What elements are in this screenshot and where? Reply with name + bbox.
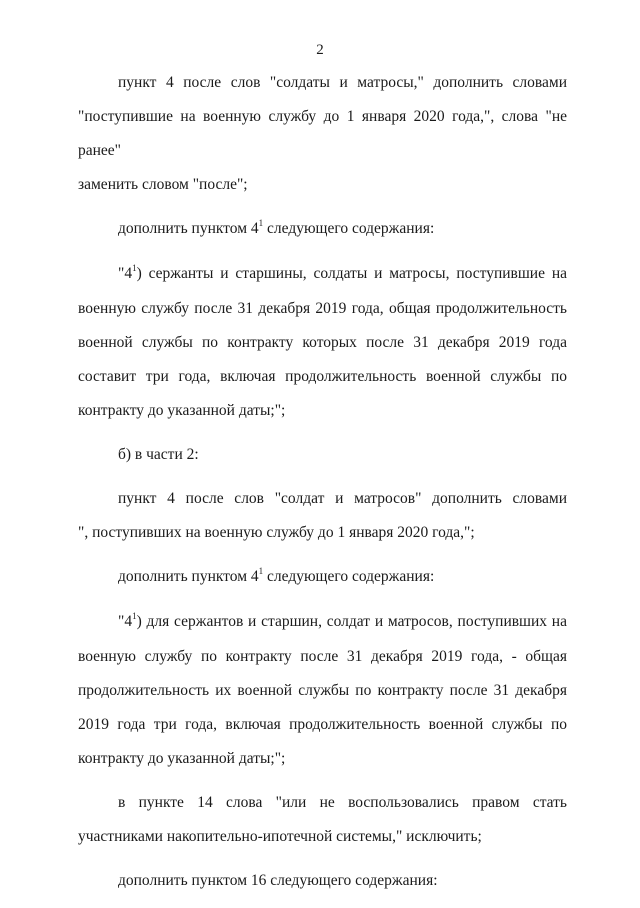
paragraph-amend-point-4-part-2 [78,482,567,550]
paragraph-add-point-16: дополнить пунктом 16 следующего содержания: [118,872,438,889]
text-line: 2019 года три года, включая продолжительность военной службы по [78,716,567,733]
text-line: заменить словом "после"; [78,176,248,193]
page-number: 2 [316,42,324,58]
text-fragment: следующего содержания: [263,220,435,237]
text-line: "поступившие на военную службу до 1 января 2020 года,", слова "не ранее" [78,108,567,159]
text-line: составит три года, включая продолжительность военной службы по [78,368,567,385]
text-line: военную службу после 31 декабря 2019 года, общая продолжительность [78,300,567,317]
text-line: продолжительность их военной службы по контракту после 31 декабря [78,682,567,699]
paragraph-point-4-1-text [78,257,567,428]
text-line [78,257,567,292]
text-fragment: "4 [118,613,133,630]
text-fragment: следующего содержания: [263,568,435,585]
text-fragment: ) сержанты и старшины, солдаты и матросы, поступившие на [136,265,567,282]
superscript: 1 [258,218,264,228]
superscript: 1 [258,566,264,576]
text-line: в пункте 14 слова "или не воспользовались правом стать [118,794,567,811]
paragraph-amend-point-4 [78,66,567,202]
text-line: пункт 4 после слов "солдаты и матросы," дополнить словами [118,74,567,91]
text-line: контракту до указанной даты;"; [78,402,286,419]
paragraph-part-2-heading: б) в части 2: [118,446,199,463]
text-line: военную службу по контракту после 31 декабря 2019 года, - общая [78,648,567,665]
text-line: пункт 4 после слов "солдат и матросов" дополнить словами [118,490,567,507]
text-line: ", поступивших на военную службу до 1 января 2020 года,"; [78,524,475,541]
document-body [78,66,567,908]
superscript: 1 [132,611,137,621]
paragraph-point-14 [78,786,567,854]
paragraph-add-point-4-1-part-2 [78,560,567,595]
text-line: контракту до указанной даты;"; [78,750,286,767]
text-fragment: ) для сержантов и старшин, солдат и матросов, поступивших на [136,613,567,630]
text-fragment: дополнить пунктом 4 [118,220,259,237]
paragraph-point-4-1-text-part-2 [78,605,567,776]
text-line: военной службы по контракту которых после 31 декабря 2019 года [78,334,567,351]
paragraph-add-point-4-1 [78,212,567,247]
text-line [78,605,567,640]
superscript: 1 [132,263,137,273]
text-fragment: дополнить пунктом 4 [118,568,259,585]
text-line: участниками накопительно-ипотечной системы," исключить; [78,828,482,845]
text-fragment: "4 [118,265,133,282]
